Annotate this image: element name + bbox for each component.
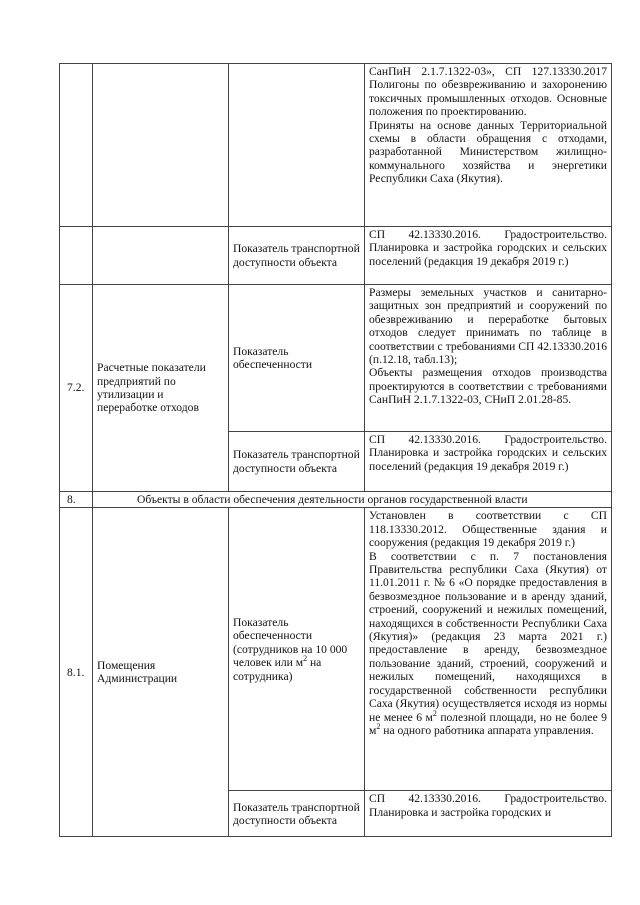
norm-paragraph: Размеры земельных участков и санитарно-защитных зон предприятий и сооружений по обезвреживанию и переработке бытовых отходов следует принимать по таблице в соответствии с требованиями СП 42.13330.2016 (п.12.18, табл.13); [369,286,607,367]
table-row [60,285,612,432]
norm-paragraph: Объекты размещения отходов производства проектируются в соответствии с требованиями СанПиН 2.1.7.1322-03, СНиП 2.01.28-85. [369,366,607,407]
object-name-cell: Помещения Администрации [93,508,229,837]
superscript: 2 [376,722,381,732]
norm-paragraph: Установлен в соответствии с СП 118.13330.2012. Общественные здания и сооружения (редакция 19 декабря 2019 г.) [369,509,607,550]
norm-text-cell [365,508,612,791]
norm-text-cell [365,285,612,432]
indicator-cell [229,508,365,791]
indicator-text: на сотрудника) [233,656,322,683]
row-number-cell: 8.1. [60,508,93,837]
row-number-cell: 7.2. [60,285,93,492]
table-row [60,508,612,791]
row-number-cell [60,64,93,227]
row-number-cell [60,227,93,285]
object-name-cell [93,64,229,227]
norm-paragraph: Приняты на основе данных Территориальной схемы в области обращения с отходами, разработанной Министерством жилищно-коммунального хозяйства и энергетики Республики Саха (Якутия). [369,118,607,186]
indicator-cell: Показатель обеспеченности [229,285,365,432]
indicator-cell: Показатель транспортной доступности объекта [229,432,365,492]
norm-text-cell: СП 42.13330.2016. Градостроительство. Планировка и застройка городских и сельских поселений (редакция 19 декабря 2019 г.) [365,227,612,285]
table-row [60,227,612,285]
norm-text: на одного работника аппарата управления. [380,723,594,737]
norm-text: В соответствии с п. 7 постановления Правительства республики Саха (Якутия) от 11.01.2011 г. № 6 «О порядке предоставления в безвозмездное пользование и в аренду зданий, строений, сооружений и нежилых помещений, находящихся в собственности Республики Саха (Якутия)» (редакция 23 марта 2021 г.) предоставление в аренду, безвозмездное пользование зданий, строений, сооружений и нежилых помещений, находящихся в государственной собственности республики Саха (Якутия) осуществляется исходя из нормы не менее 6 м [369,549,607,724]
superscript: 2 [432,708,437,718]
object-name-cell: Расчетные показатели предприятий по утилизации и переработке отходов [93,285,229,492]
indicator-cell: Показатель транспортной доступности объекта [229,791,365,837]
section-number-cell: 8. [60,492,93,508]
section-header-row [60,492,612,508]
norms-table [59,63,612,837]
superscript: 2 [303,654,308,664]
norm-text-cell: СП 42.13330.2016. Градостроительство. Планировка и застройка городских и сельских поселений (редакция 19 декабря 2019 г.) [365,432,612,492]
indicator-cell [229,64,365,227]
object-name-cell [93,227,229,285]
indicator-text: Показатель обеспеченности (сотрудников на 10 000 человек или м [233,615,348,670]
norm-paragraph [369,550,607,738]
table-row [60,64,612,227]
norm-text-cell: СП 42.13330.2016. Градостроительство. Планировка и застройка городских и [365,791,612,837]
indicator-cell: Показатель транспортной доступности объекта [229,227,365,285]
norm-text: полезной площади, но не более 9 м [369,710,607,737]
norm-paragraph: СанПиН 2.1.7.1322-03», СП 127.13330.2017 Полигоны по обезвреживанию и захоронению токсичных промышленных отходов. Основные положения по проектированию. [369,65,607,119]
section-title: Объекты в области обеспечения деятельности органов государственной власти [137,493,528,506]
section-title-cell [93,492,612,508]
norm-text-cell [365,64,612,227]
